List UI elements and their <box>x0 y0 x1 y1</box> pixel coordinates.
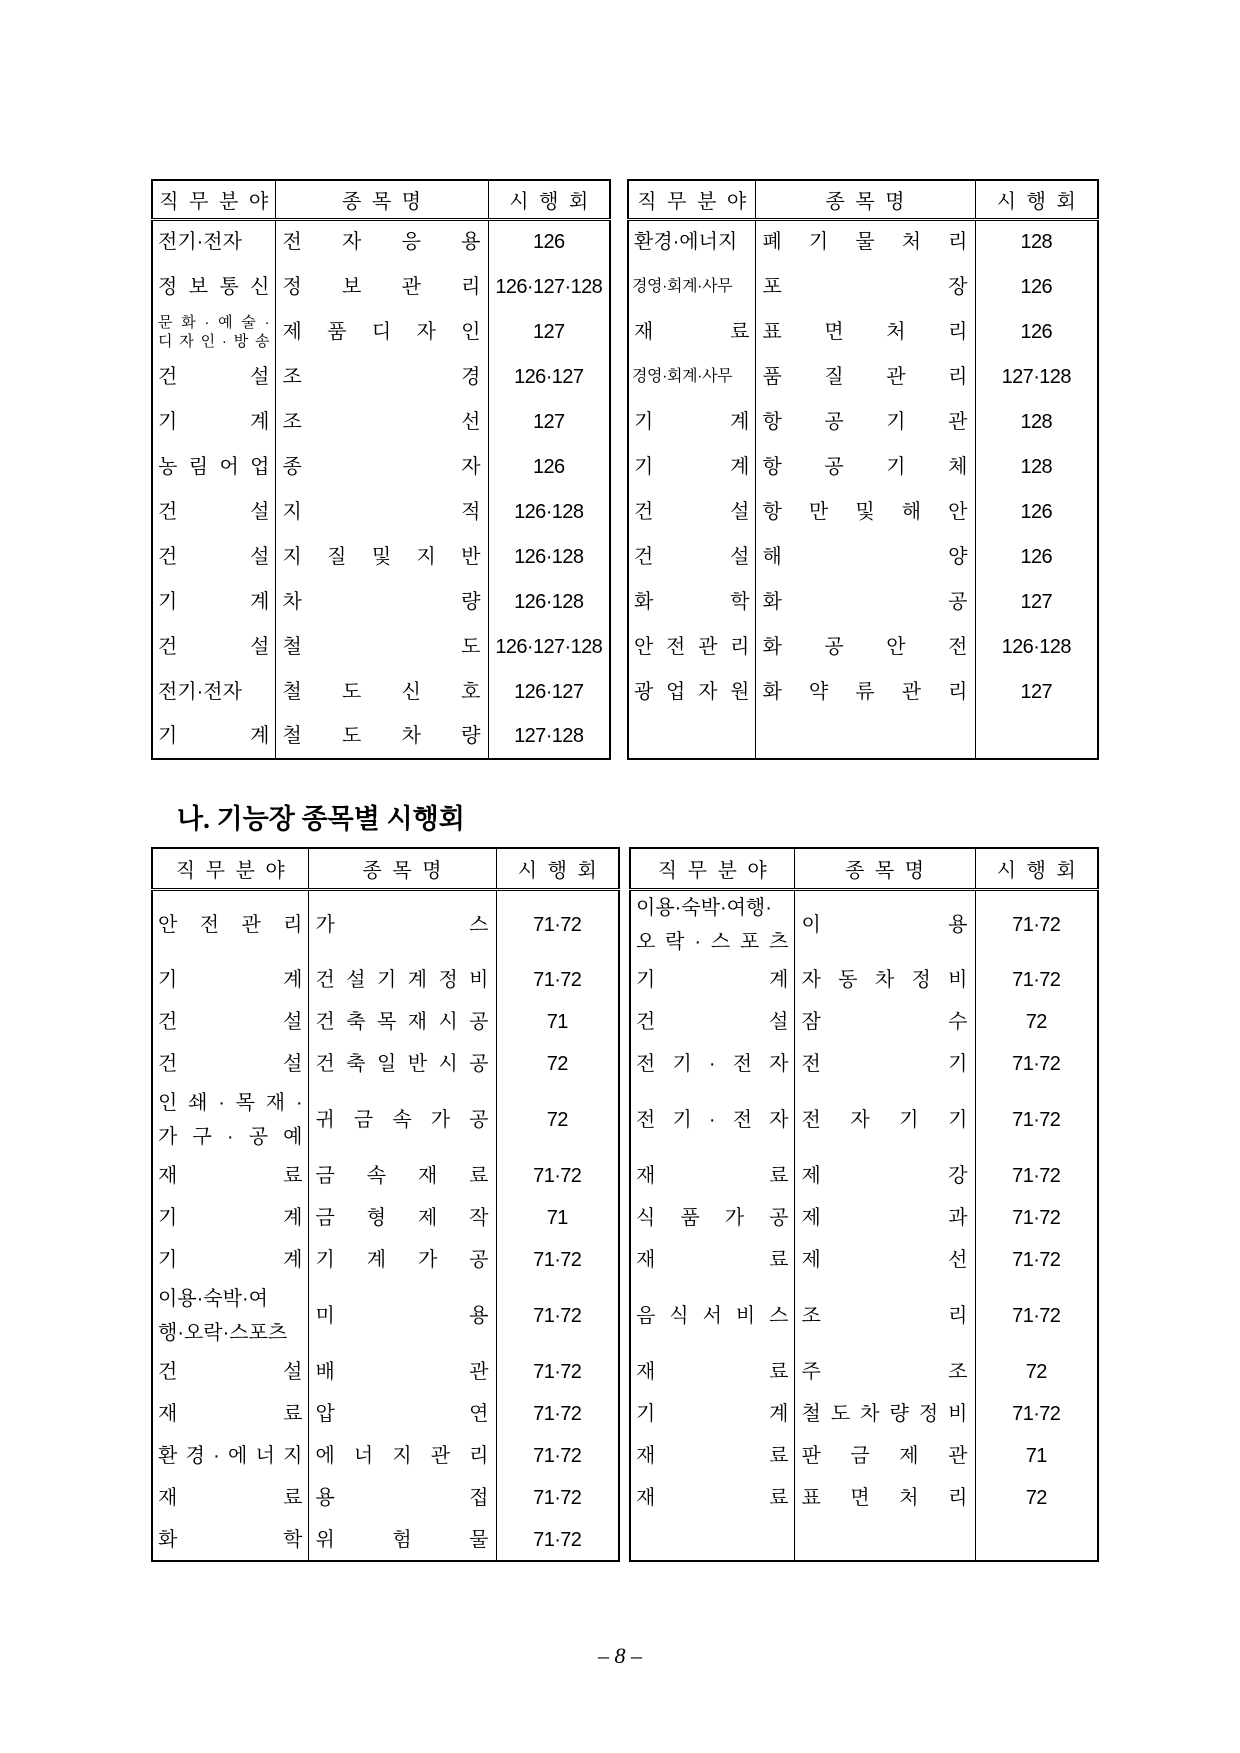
table-row <box>630 1043 1098 1085</box>
exam-rounds-cell: 72 <box>496 1043 619 1085</box>
exam-rounds-cell: 127·128 <box>975 354 1098 399</box>
exam-rounds-cell: 71·72 <box>975 1197 1098 1239</box>
job-field-line: 가 구 · 공 예 <box>158 1126 303 1148</box>
exam-rounds-cell: 71·72 <box>496 1281 619 1351</box>
exam-rounds-cell: 71·72 <box>496 1435 619 1477</box>
empty-table-row <box>628 714 1098 759</box>
job-field-cell: 재 료 <box>628 309 755 354</box>
job-field-cell: 기 계 <box>630 1393 794 1435</box>
exam-rounds-cell: 71·72 <box>496 1351 619 1393</box>
job-field-cell: 재 료 <box>152 1393 308 1435</box>
table-row <box>152 489 610 534</box>
job-field-cell: 재 료 <box>630 1239 794 1281</box>
item-name-cell: 가 스 <box>308 889 496 959</box>
exam-rounds-cell: 71·72 <box>496 889 619 959</box>
item-name-cell: 항 공 기 관 <box>755 399 975 444</box>
upper-right-table <box>627 179 1099 760</box>
exam-rounds-cell: 128 <box>975 219 1098 264</box>
item-name-cell: 귀 금 속 가 공 <box>308 1085 496 1155</box>
item-name-cell: 위 험 물 <box>308 1519 496 1561</box>
item-name-cell: 압 연 <box>308 1393 496 1435</box>
table-row <box>152 624 610 669</box>
table-row <box>152 1351 619 1393</box>
table-row <box>152 219 610 264</box>
header-row <box>628 180 1098 219</box>
item-name-cell: 전 기 <box>794 1043 975 1085</box>
lower-left-table <box>151 847 620 1562</box>
item-name-cell: 조 선 <box>275 399 488 444</box>
item-name-cell: 판 금 제 관 <box>794 1435 975 1477</box>
job-field-cell <box>628 714 755 759</box>
table-row <box>628 264 1098 309</box>
item-name-cell: 전 자 기 기 <box>794 1085 975 1155</box>
job-field-cell: 안 전 관 리 <box>152 889 308 959</box>
job-field-cell: 기 계 <box>630 959 794 1001</box>
table-row <box>630 1001 1098 1043</box>
job-field-cell: 건 설 <box>630 1001 794 1043</box>
table-row <box>628 669 1098 714</box>
exam-rounds-cell: 128 <box>975 444 1098 489</box>
job-field-cell: 건 설 <box>152 489 275 534</box>
job-field-line: 오 락 · 스 포 츠 <box>636 930 789 953</box>
job-field-cell: 재 료 <box>630 1351 794 1393</box>
table-row <box>630 1085 1098 1155</box>
upper-left-table <box>151 179 611 760</box>
job-field-cell: 전기·전자 <box>152 669 275 714</box>
job-field-cell: 건 설 <box>628 534 755 579</box>
table-row <box>628 489 1098 534</box>
column-header-exam-rounds: 시 행 회 <box>488 180 610 219</box>
item-name-cell: 에 너 지 관 리 <box>308 1435 496 1477</box>
table-row <box>152 1239 619 1281</box>
item-name-cell: 배 관 <box>308 1351 496 1393</box>
exam-rounds-cell: 71·72 <box>975 1155 1098 1197</box>
item-name-cell: 종 자 <box>275 444 488 489</box>
job-field-cell: 재 료 <box>152 1155 308 1197</box>
table-row <box>628 399 1098 444</box>
job-field-cell: 건 설 <box>628 489 755 534</box>
table-row <box>630 1197 1098 1239</box>
header-row <box>152 848 619 889</box>
job-field-cell: 식 품 가 공 <box>630 1197 794 1239</box>
job-field-cell: 건 설 <box>152 354 275 399</box>
exam-rounds-cell: 126 <box>975 309 1098 354</box>
header-row <box>630 848 1098 889</box>
table-row <box>628 579 1098 624</box>
table-row <box>628 624 1098 669</box>
item-name-cell: 정 보 관 리 <box>275 264 488 309</box>
exam-rounds-cell: 71·72 <box>975 959 1098 1001</box>
empty-table-row <box>630 1519 1098 1561</box>
item-name-cell: 건 축 목 재 시 공 <box>308 1001 496 1043</box>
column-header-item-name: 종 목 명 <box>755 180 975 219</box>
job-field-cell: 건 설 <box>152 1351 308 1393</box>
exam-rounds-cell: 72 <box>975 1477 1098 1519</box>
item-name-cell: 철 도 차 량 <box>275 714 488 759</box>
lower-right-table <box>629 847 1099 1562</box>
job-field-cell <box>152 309 275 354</box>
exam-rounds-cell: 71·72 <box>496 1477 619 1519</box>
job-field-cell: 기 계 <box>628 399 755 444</box>
exam-rounds-cell: 71 <box>975 1435 1098 1477</box>
job-field-cell: 기 계 <box>152 399 275 444</box>
item-name-cell: 건 축 일 반 시 공 <box>308 1043 496 1085</box>
column-header-job-field: 직 무 분 야 <box>630 848 794 889</box>
job-field-cell: 기 계 <box>628 444 755 489</box>
item-name-cell: 해 양 <box>755 534 975 579</box>
table-row <box>152 959 619 1001</box>
table-body <box>152 219 610 759</box>
exam-rounds-cell <box>975 714 1098 759</box>
item-name-cell: 조 리 <box>794 1281 975 1351</box>
table-row <box>152 444 610 489</box>
table-row <box>152 354 610 399</box>
exam-rounds-cell: 126·128 <box>488 579 610 624</box>
column-header-exam-rounds: 시 행 회 <box>975 848 1098 889</box>
exam-rounds-cell: 127 <box>975 579 1098 624</box>
exam-rounds-cell: 71·72 <box>975 1043 1098 1085</box>
exam-rounds-cell: 126 <box>975 264 1098 309</box>
exam-rounds-cell: 71·72 <box>496 959 619 1001</box>
table-row <box>152 1001 619 1043</box>
column-header-item-name: 종 목 명 <box>275 180 488 219</box>
exam-rounds-cell: 126·127·128 <box>488 264 610 309</box>
item-name-cell: 금 속 재 료 <box>308 1155 496 1197</box>
job-field-cell: 기 계 <box>152 1239 308 1281</box>
item-name-cell: 제 품 디 자 인 <box>275 309 488 354</box>
column-header-exam-rounds: 시 행 회 <box>496 848 619 889</box>
item-name-cell: 화 공 안 전 <box>755 624 975 669</box>
table-row <box>152 1519 619 1561</box>
job-field-cell: 환 경 · 에 너 지 <box>152 1435 308 1477</box>
exam-rounds-cell: 71 <box>496 1001 619 1043</box>
job-field-line: 인 쇄 · 목 재 · <box>158 1092 303 1114</box>
job-field-cell: 화 학 <box>152 1519 308 1561</box>
item-name-cell: 폐 기 물 처 리 <box>755 219 975 264</box>
item-name-cell: 철 도 신 호 <box>275 669 488 714</box>
job-field-cell <box>630 1519 794 1561</box>
item-name-cell: 잠 수 <box>794 1001 975 1043</box>
job-field-cell: 환경·에너지 <box>628 219 755 264</box>
item-name-cell: 미 용 <box>308 1281 496 1351</box>
job-field-cell: 광 업 자 원 <box>628 669 755 714</box>
item-name-cell: 철 도 차 량 정 비 <box>794 1393 975 1435</box>
table-row <box>152 579 610 624</box>
page-number: – 8 – <box>598 1643 642 1668</box>
job-field-cell: 재 료 <box>630 1477 794 1519</box>
item-name-cell <box>755 714 975 759</box>
job-field-cell: 재 료 <box>630 1435 794 1477</box>
exam-rounds-cell: 71·72 <box>975 1239 1098 1281</box>
job-field-cell: 안 전 관 리 <box>628 624 755 669</box>
job-field-line: 행·오락·스포츠 <box>158 1322 288 1344</box>
table-row <box>628 534 1098 579</box>
job-field-line: 이용·숙박·여행· <box>636 896 772 919</box>
exam-rounds-cell: 127·128 <box>488 714 610 759</box>
exam-rounds-cell: 72 <box>496 1085 619 1155</box>
table-row <box>152 1393 619 1435</box>
table-row <box>152 1043 619 1085</box>
item-name-cell: 철 도 <box>275 624 488 669</box>
table-row <box>152 1085 619 1155</box>
exam-rounds-cell: 128 <box>975 399 1098 444</box>
table-row <box>152 1435 619 1477</box>
job-field-cell: 재 료 <box>152 1477 308 1519</box>
job-field-cell: 농 림 어 업 <box>152 444 275 489</box>
exam-rounds-cell: 71·72 <box>975 889 1098 959</box>
exam-rounds-cell: 127 <box>488 309 610 354</box>
exam-rounds-cell: 71·72 <box>975 1085 1098 1155</box>
item-name-cell: 제 강 <box>794 1155 975 1197</box>
exam-rounds-cell: 72 <box>975 1351 1098 1393</box>
item-name-cell: 기 계 가 공 <box>308 1239 496 1281</box>
job-field-cell: 재 료 <box>630 1155 794 1197</box>
job-field-line: 이용·숙박·여 <box>158 1288 268 1310</box>
table-row <box>630 1435 1098 1477</box>
item-name-cell: 제 선 <box>794 1239 975 1281</box>
item-name-cell: 조 경 <box>275 354 488 399</box>
table-row <box>152 1281 619 1351</box>
exam-rounds-cell: 126·128 <box>975 624 1098 669</box>
item-name-cell: 전 자 응 용 <box>275 219 488 264</box>
item-name-cell: 화 약 류 관 리 <box>755 669 975 714</box>
item-name-cell: 건 설 기 계 정 비 <box>308 959 496 1001</box>
exam-rounds-cell: 72 <box>975 1001 1098 1043</box>
item-name-cell: 항 만 및 해 안 <box>755 489 975 534</box>
table-row <box>630 1393 1098 1435</box>
exam-rounds-cell: 126·127·128 <box>488 624 610 669</box>
exam-rounds-cell: 71·72 <box>496 1155 619 1197</box>
job-field-cell: 기 계 <box>152 959 308 1001</box>
job-field-cell: 건 설 <box>152 534 275 579</box>
job-field-line: 디 자 인 · 방 송 <box>158 332 270 350</box>
exam-rounds-cell: 126·127 <box>488 354 610 399</box>
table-row <box>628 444 1098 489</box>
table-row <box>630 1477 1098 1519</box>
table-row <box>630 959 1098 1001</box>
item-name-cell: 금 형 제 작 <box>308 1197 496 1239</box>
job-field-cell: 전기·전자 <box>152 219 275 264</box>
exam-rounds-cell: 127 <box>975 669 1098 714</box>
exam-rounds-cell: 71·72 <box>496 1519 619 1561</box>
table-row <box>628 219 1098 264</box>
table-row <box>630 889 1098 959</box>
exam-rounds-cell: 71 <box>496 1197 619 1239</box>
exam-rounds-cell: 71·72 <box>496 1239 619 1281</box>
job-field-cell: 정 보 통 신 <box>152 264 275 309</box>
job-field-cell: 건 설 <box>152 1001 308 1043</box>
job-field-line: 문 화 · 예 술 · <box>158 313 270 331</box>
exam-rounds-cell: 71·72 <box>975 1281 1098 1351</box>
item-name-cell: 표 면 처 리 <box>794 1477 975 1519</box>
column-header-job-field: 직 무 분 야 <box>152 180 275 219</box>
header-row <box>152 180 610 219</box>
table-row <box>630 1155 1098 1197</box>
column-header-item-name: 종 목 명 <box>794 848 975 889</box>
item-name-cell: 화 공 <box>755 579 975 624</box>
job-field-cell: 화 학 <box>628 579 755 624</box>
item-name-cell: 포 장 <box>755 264 975 309</box>
job-field-cell: 건 설 <box>152 624 275 669</box>
table-row <box>152 399 610 444</box>
job-field-cell: 전 기 · 전 자 <box>630 1043 794 1085</box>
table-row <box>152 889 619 959</box>
job-field-cell <box>152 1281 308 1351</box>
table-row <box>152 534 610 579</box>
item-name-cell: 제 과 <box>794 1197 975 1239</box>
table-body <box>630 889 1098 1561</box>
table-row <box>630 1281 1098 1351</box>
item-name-cell: 용 접 <box>308 1477 496 1519</box>
item-name-cell: 품 질 관 리 <box>755 354 975 399</box>
job-field-cell: 경영·회계·사무 <box>628 354 755 399</box>
table-row <box>152 1155 619 1197</box>
job-field-cell <box>630 889 794 959</box>
job-field-cell: 경영·회계·사무 <box>628 264 755 309</box>
job-field-cell: 기 계 <box>152 1197 308 1239</box>
section-heading: 나. 기능장 종목별 시행회 <box>177 804 465 834</box>
item-name-cell: 지 적 <box>275 489 488 534</box>
item-name-cell: 이 용 <box>794 889 975 959</box>
job-field-cell: 기 계 <box>152 579 275 624</box>
table-body <box>152 889 619 1561</box>
job-field-cell <box>152 1085 308 1155</box>
exam-rounds-cell <box>975 1519 1098 1561</box>
table-row <box>152 669 610 714</box>
item-name-cell: 표 면 처 리 <box>755 309 975 354</box>
item-name-cell: 자 동 차 정 비 <box>794 959 975 1001</box>
table-row <box>152 309 610 354</box>
table-body <box>628 219 1098 759</box>
table-row <box>630 1351 1098 1393</box>
job-field-cell: 기 계 <box>152 714 275 759</box>
table-row <box>152 714 610 759</box>
table-row <box>628 354 1098 399</box>
exam-rounds-cell: 126 <box>488 444 610 489</box>
table-row <box>152 264 610 309</box>
table-row <box>630 1239 1098 1281</box>
exam-rounds-cell: 126 <box>975 534 1098 579</box>
column-header-job-field: 직 무 분 야 <box>152 848 308 889</box>
exam-rounds-cell: 126·128 <box>488 534 610 579</box>
column-header-job-field: 직 무 분 야 <box>628 180 755 219</box>
item-name-cell: 차 량 <box>275 579 488 624</box>
table-row <box>152 1477 619 1519</box>
item-name-cell: 주 조 <box>794 1351 975 1393</box>
job-field-cell: 건 설 <box>152 1043 308 1085</box>
column-header-item-name: 종 목 명 <box>308 848 496 889</box>
column-header-exam-rounds: 시 행 회 <box>975 180 1098 219</box>
exam-rounds-cell: 71·72 <box>975 1393 1098 1435</box>
exam-rounds-cell: 71·72 <box>496 1393 619 1435</box>
item-name-cell <box>794 1519 975 1561</box>
table-row <box>152 1197 619 1239</box>
exam-rounds-cell: 126·128 <box>488 489 610 534</box>
exam-rounds-cell: 126 <box>488 219 610 264</box>
item-name-cell: 항 공 기 체 <box>755 444 975 489</box>
table-row <box>628 309 1098 354</box>
exam-rounds-cell: 126·127 <box>488 669 610 714</box>
exam-rounds-cell: 126 <box>975 489 1098 534</box>
job-field-cell: 전 기 · 전 자 <box>630 1085 794 1155</box>
job-field-cell: 음 식 서 비 스 <box>630 1281 794 1351</box>
item-name-cell: 지 질 및 지 반 <box>275 534 488 579</box>
exam-rounds-cell: 127 <box>488 399 610 444</box>
